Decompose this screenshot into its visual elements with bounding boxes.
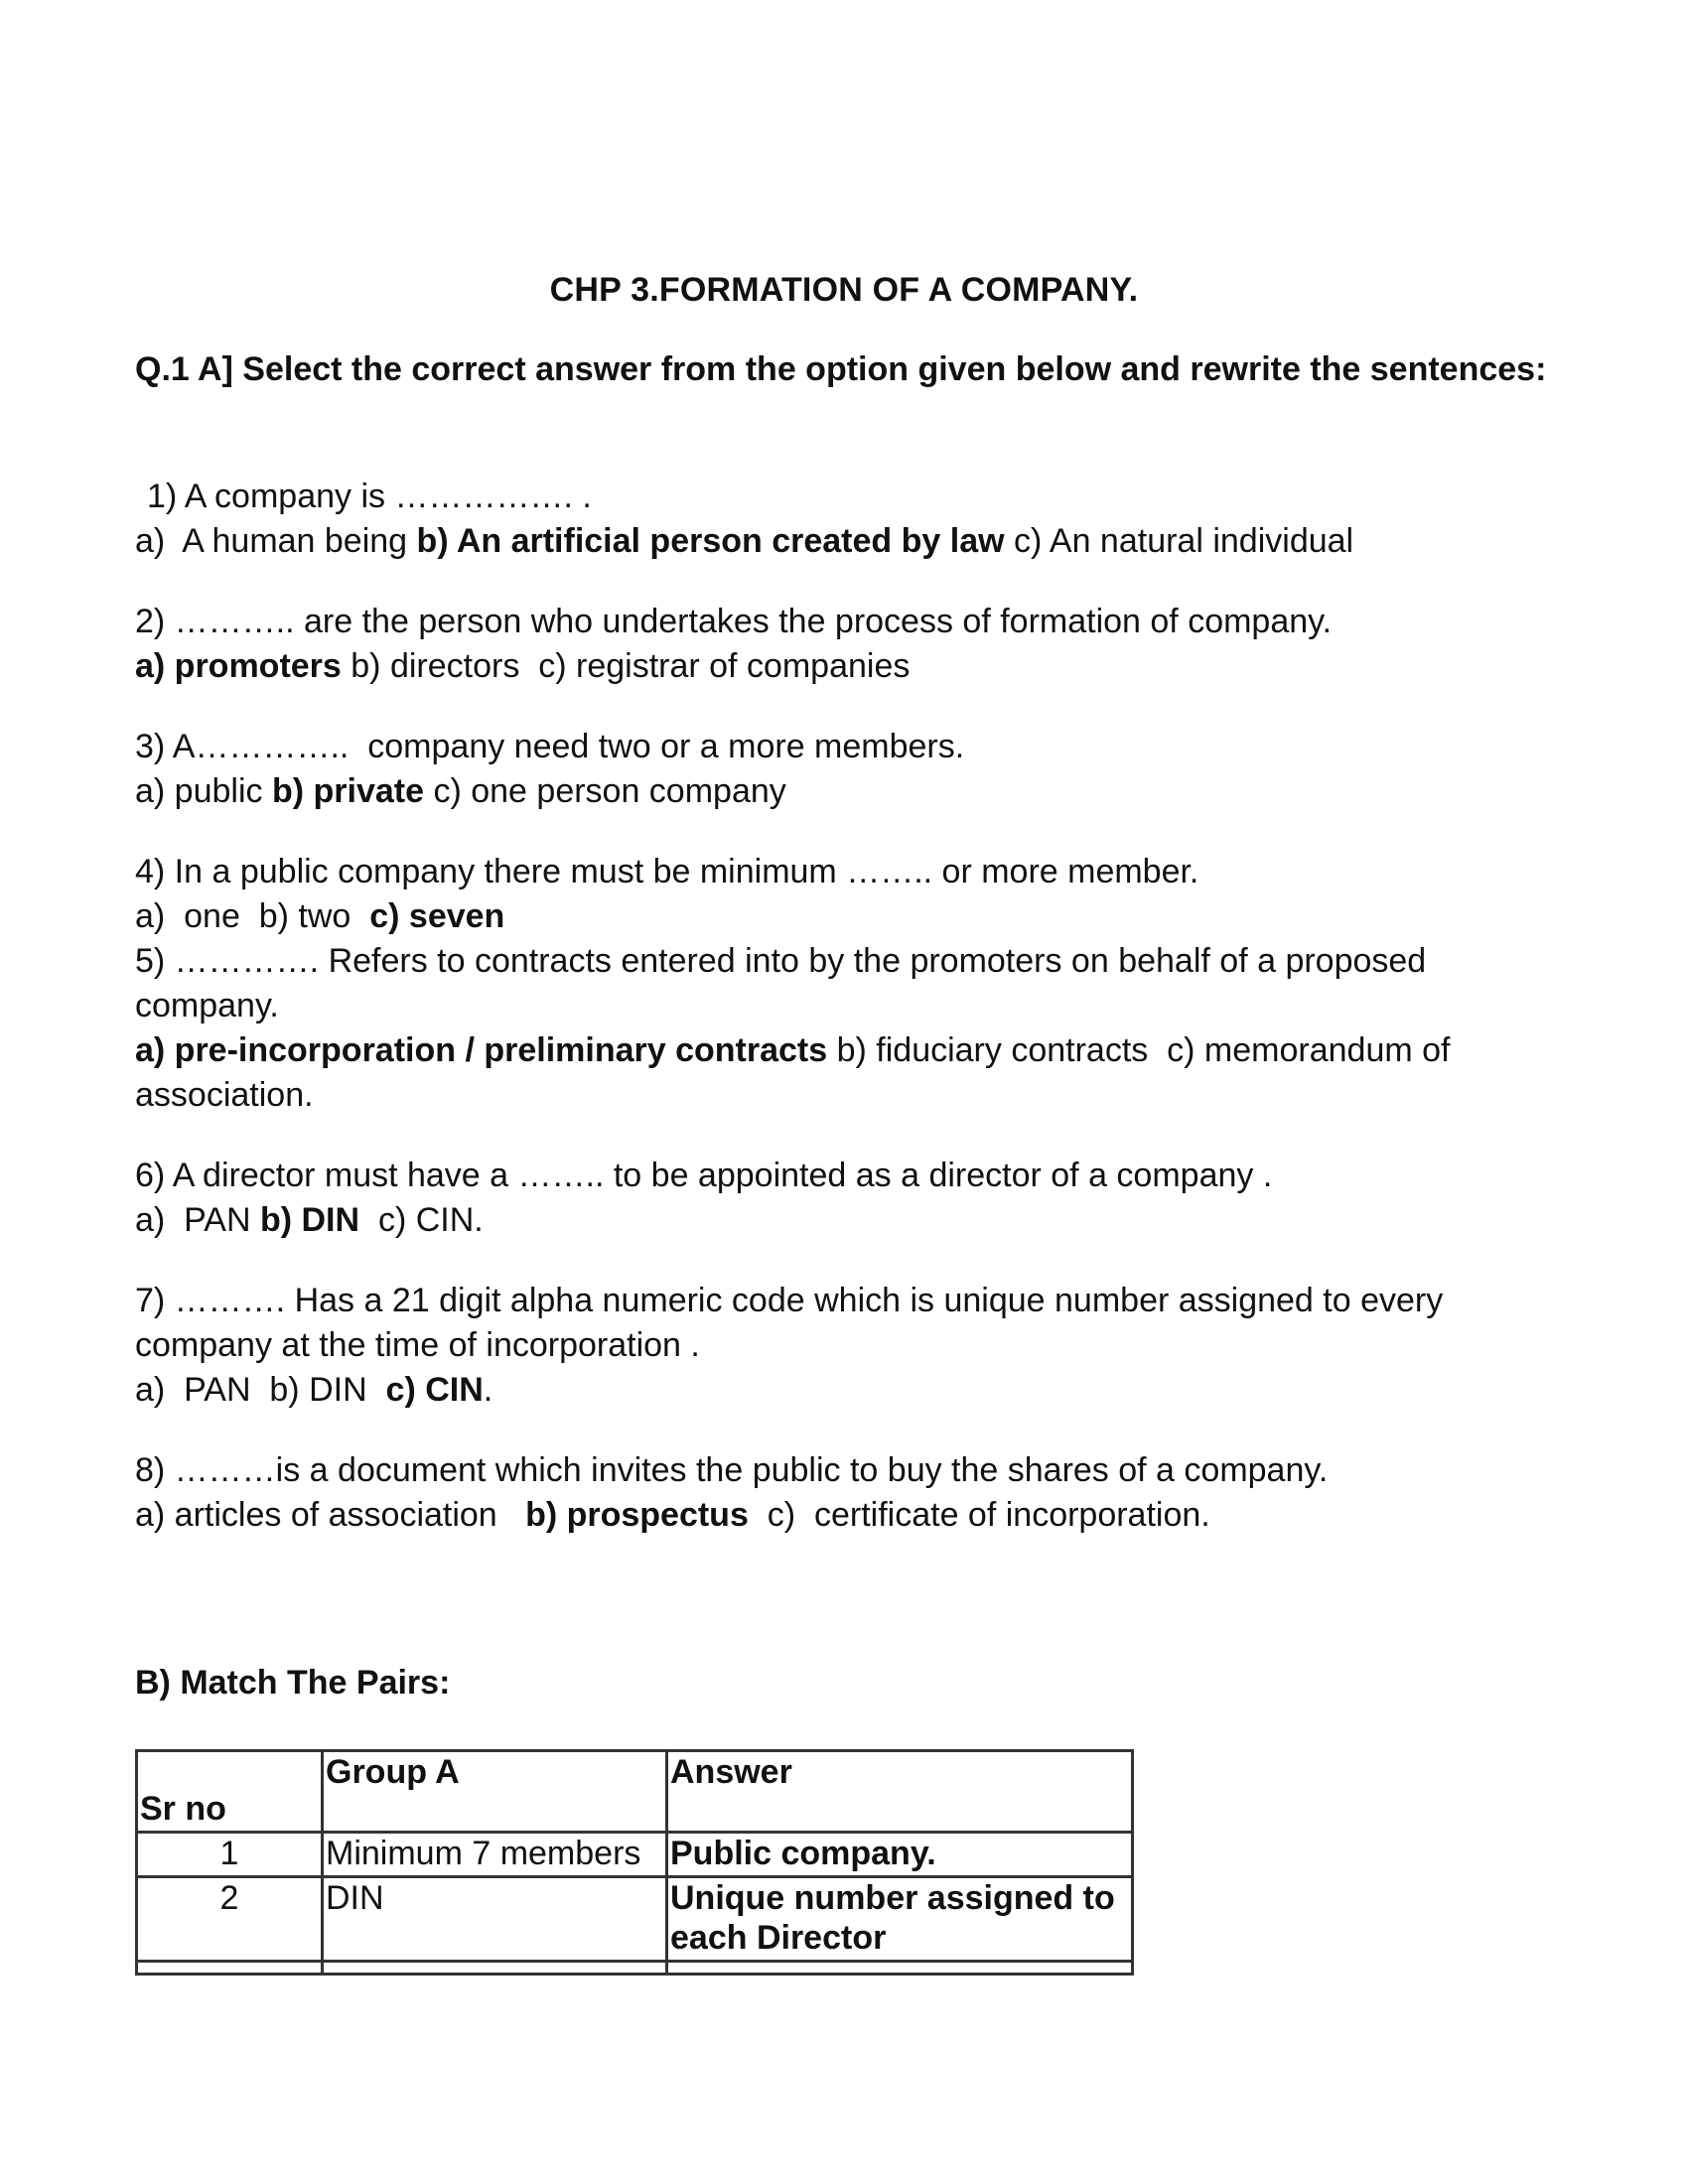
option-b: b) fiduciary contracts: [827, 1031, 1158, 1069]
match-pairs-table: [135, 1749, 1134, 1976]
section-b-heading: B) Match The Pairs:: [135, 1664, 451, 1702]
question-5: [135, 939, 1565, 1118]
row-answer: Public company.: [667, 1833, 1133, 1877]
options-line: [135, 519, 1565, 564]
question-1: [135, 475, 1565, 564]
page-title: CHP 3.FORMATION OF A COMPANY.: [549, 271, 1139, 309]
table-row: [137, 1877, 1133, 1962]
option-c-correct: c) seven: [369, 897, 505, 935]
options-line: [135, 644, 1565, 689]
option-a: a) articles of association: [135, 1496, 526, 1534]
question-text: 6) A director must have a …….. to be appointed as a director of a company .: [135, 1157, 1273, 1194]
header-group-a: Group A: [323, 1751, 667, 1833]
option-c-tail: .: [483, 1371, 493, 1409]
table-row: [137, 1833, 1133, 1877]
question-2: [135, 600, 1565, 689]
option-b-correct: b) prospectus: [525, 1496, 749, 1534]
option-b-correct: b) An artificial person created by law: [416, 522, 1005, 560]
option-c: c) CIN.: [359, 1201, 484, 1239]
options-line: [135, 894, 1565, 939]
row-group-a: Minimum 7 members: [323, 1833, 667, 1877]
options-line: [135, 1028, 1565, 1118]
question-6: [135, 1154, 1565, 1243]
option-a: a) PAN: [135, 1201, 260, 1239]
option-c-correct: c) CIN: [385, 1371, 484, 1409]
question-text: 4) In a public company there must be minimum …….. or more member.: [135, 853, 1199, 890]
row-group-a: DIN: [323, 1877, 667, 1962]
row-answer: Unique number assigned to each Director: [667, 1877, 1133, 1962]
question-list: [135, 475, 1565, 1538]
header-sr-no: Sr no: [137, 1751, 323, 1833]
question-text: 2) ……….. are the person who undertakes the process of formation of company.: [135, 603, 1333, 640]
row-sr-no: 1: [137, 1833, 323, 1877]
option-c: c) one person company: [424, 772, 786, 810]
stub-cell: [323, 1962, 667, 1975]
header-answer: Answer: [667, 1751, 1133, 1833]
question-text: 3) A………….. company need two or a more members.: [135, 728, 965, 765]
question-text: 1) A company is ……………. .: [147, 478, 592, 515]
option-a: a) public: [135, 772, 272, 810]
question-text: 8) ………is a document which invites the public to buy the shares of a company.: [135, 1451, 1329, 1489]
question-text: 5) …………. Refers to contracts entered into by the promoters on behalf of a proposed company.: [135, 942, 1436, 1024]
question-8: [135, 1448, 1565, 1538]
option-a-b: a) PAN b) DIN: [135, 1371, 386, 1409]
options-line: [135, 1368, 1565, 1413]
option-c: c) registrar of companies: [528, 647, 911, 685]
option-c: c) memorandum of association.: [135, 1031, 1460, 1114]
options-line: [135, 1493, 1565, 1538]
option-c: c) certificate of incorporation.: [748, 1496, 1210, 1534]
option-a-b: a) one b) two: [135, 897, 370, 935]
option-b-correct: b) private: [271, 772, 425, 810]
table-row-continued: [137, 1962, 1133, 1975]
option-c: c) An natural individual: [1004, 522, 1354, 560]
option-a: a) A human being: [135, 522, 417, 560]
option-a-correct: a) pre-incorporation / preliminary contracts: [135, 1031, 828, 1069]
option-a-correct: a) promoters: [135, 647, 342, 685]
stub-cell: [137, 1962, 323, 1975]
options-line: [135, 769, 1565, 814]
question-7: [135, 1279, 1565, 1413]
question-4: [135, 850, 1565, 939]
question-text: 7) ………. Has a 21 digit alpha numeric code which is unique number assigned to every company at the time of incorporation .: [135, 1282, 1453, 1364]
row-sr-no: 2: [137, 1877, 323, 1962]
section-a-heading: Q.1 A] Select the correct answer from the option given below and rewrite the sentences:: [135, 350, 1547, 388]
options-line: [135, 1198, 1565, 1243]
question-3: [135, 725, 1565, 814]
table-header-row: [137, 1751, 1133, 1833]
stub-cell: [667, 1962, 1133, 1975]
option-b: b) directors: [341, 647, 529, 685]
option-b-correct: b) DIN: [259, 1201, 360, 1239]
